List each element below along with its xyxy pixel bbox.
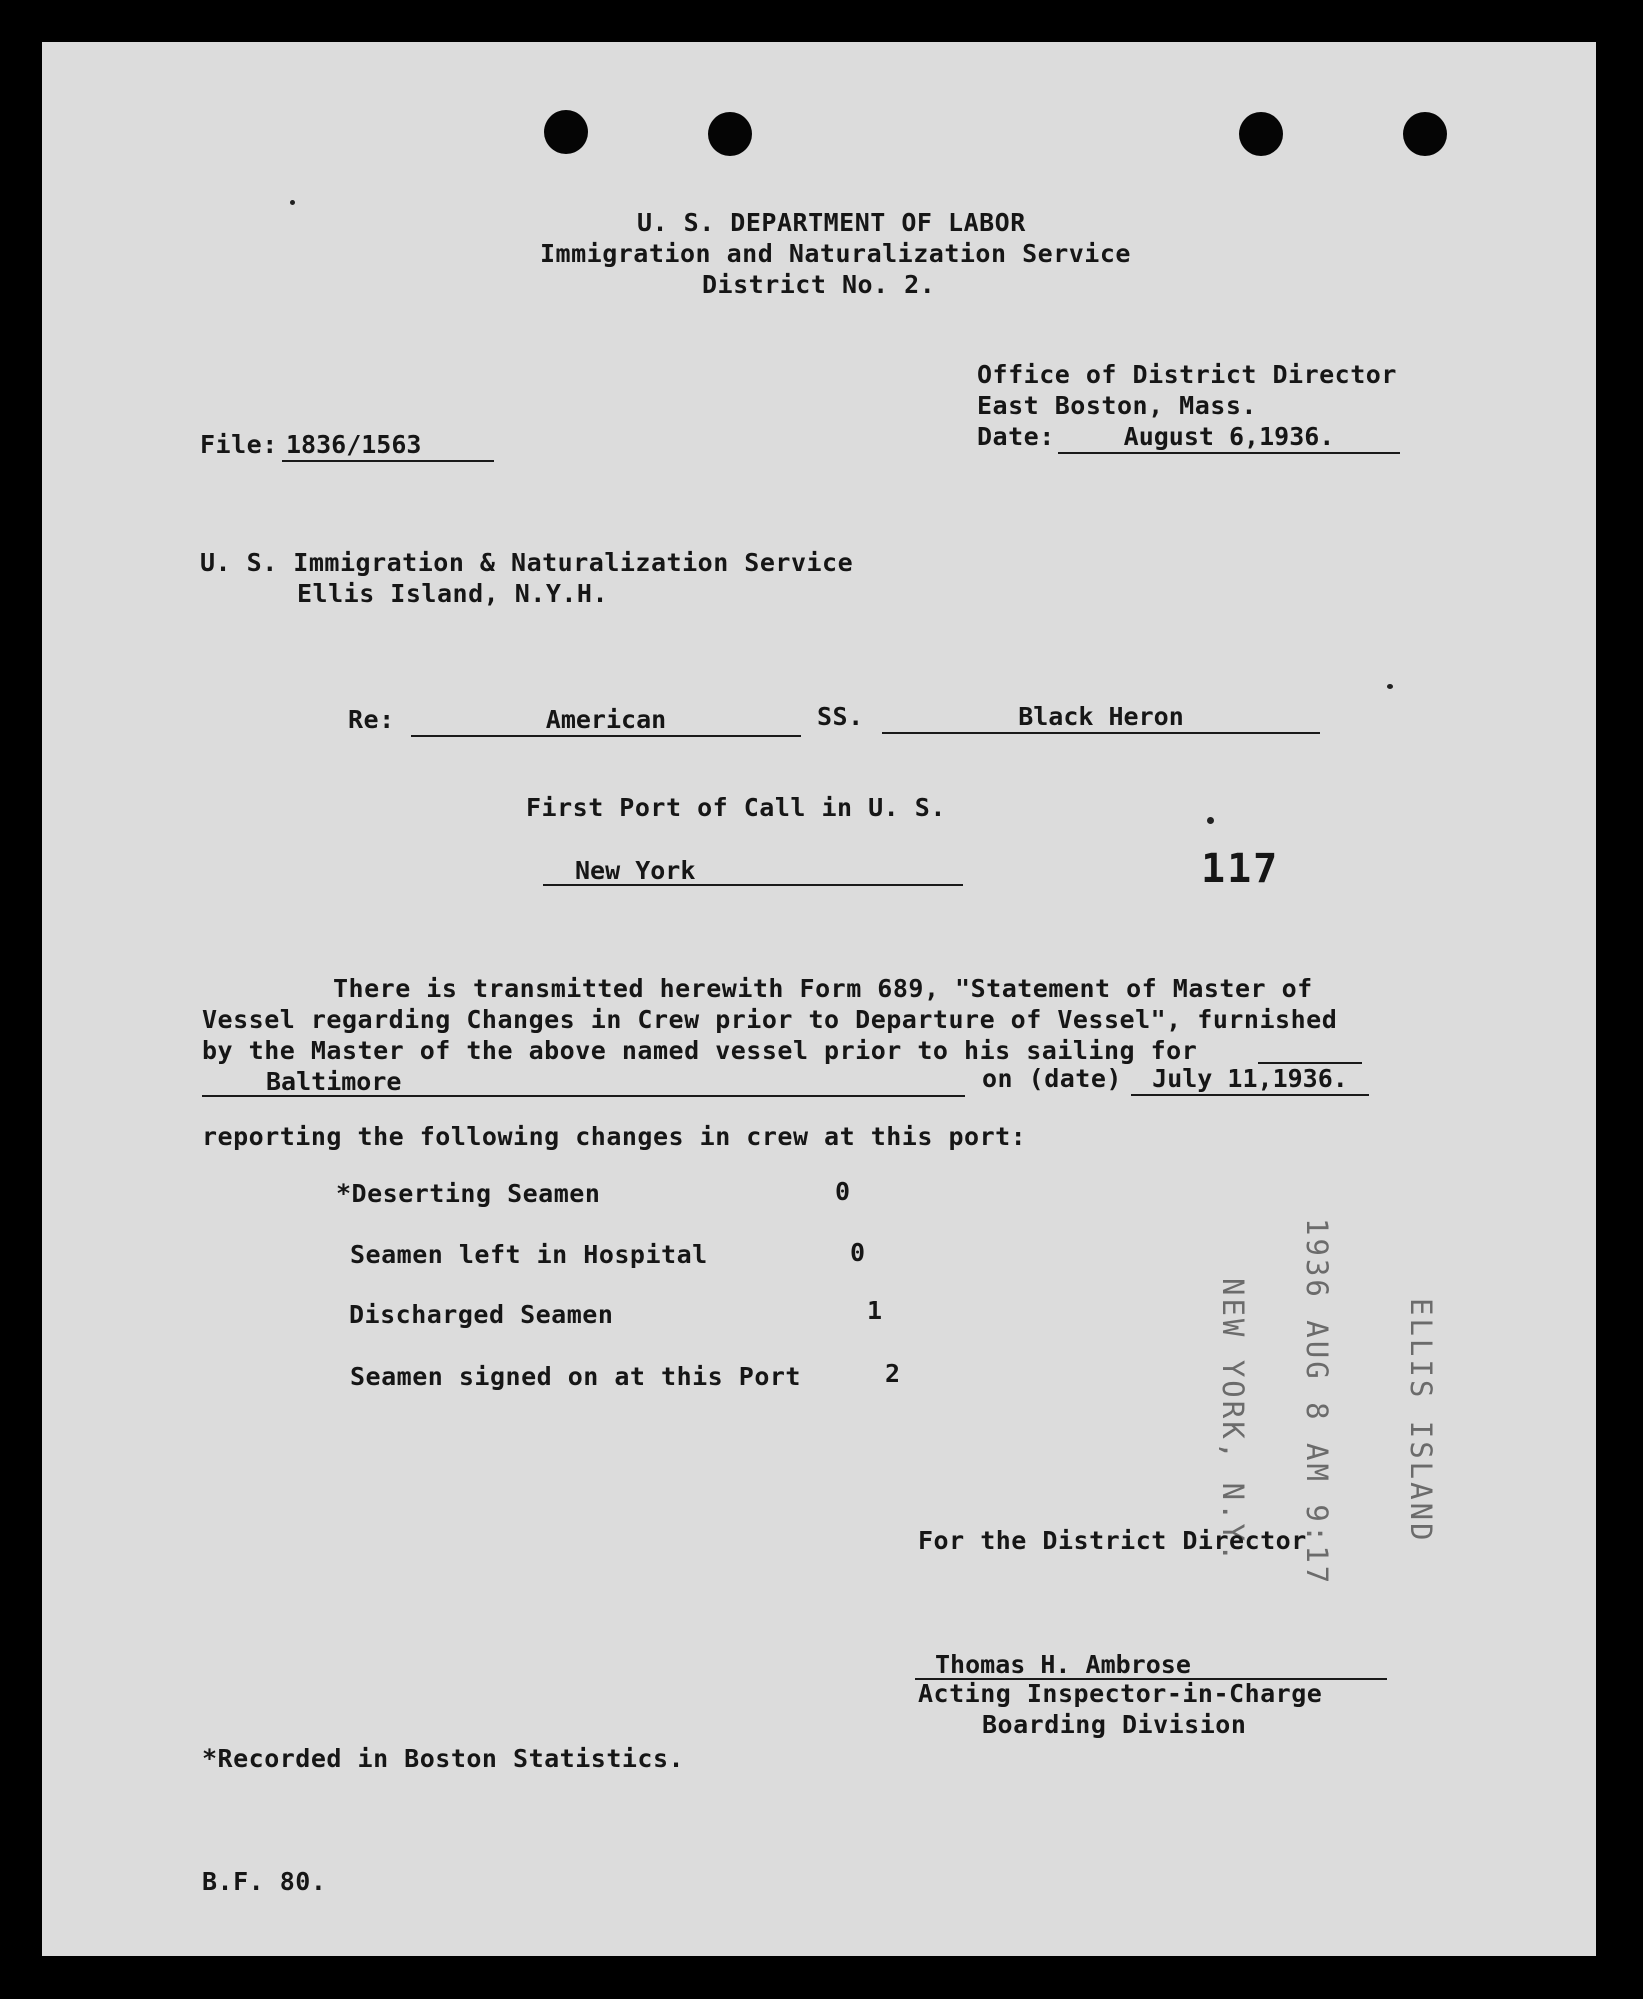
first-port-label: First Port of Call in U. S. — [526, 793, 946, 822]
punch-hole — [1403, 112, 1447, 156]
addressee-line-1: U. S. Immigration & Naturalization Service — [200, 548, 854, 577]
handwritten-number: 117 — [1201, 846, 1280, 892]
change-label: Seamen signed on at this Port — [350, 1362, 801, 1391]
body-line-3: by the Master of the above named vessel prior to his sailing for — [202, 1036, 1198, 1065]
change-value: 0 — [850, 1238, 866, 1267]
department-heading: U. S. DEPARTMENT OF LABOR — [637, 208, 1026, 237]
body-line-1: There is transmitted herewith Form 689, "Statement of Master of — [333, 974, 1313, 1003]
office-line-2: East Boston, Mass. — [977, 391, 1257, 420]
form-id: B.F. 80. — [202, 1867, 327, 1896]
vessel-name-field: Black Heron — [882, 702, 1320, 734]
re-label: Re: — [348, 705, 395, 734]
change-value: 0 — [835, 1177, 851, 1206]
signatory-division: Boarding Division — [982, 1710, 1247, 1739]
file-number: 1836/1563 — [282, 430, 494, 462]
service-heading: Immigration and Naturalization Service — [540, 239, 1131, 268]
document-page — [42, 42, 1596, 1956]
body-line-5: reporting the following changes in crew at this port: — [202, 1122, 1027, 1151]
ss-label: SS. — [817, 702, 864, 731]
change-value: 1 — [867, 1296, 883, 1325]
punch-hole — [1239, 112, 1283, 156]
sailing-date-label: on (date) — [982, 1064, 1122, 1093]
signatory-name: Thomas H. Ambrose — [915, 1650, 1387, 1680]
file-label: File: — [200, 430, 278, 459]
change-label: *Deserting Seamen — [336, 1179, 601, 1208]
receipt-stamp-city: NEW YORK, N.Y. — [1216, 1278, 1250, 1565]
nationality-field: American — [411, 705, 801, 737]
trailing-blank — [1258, 1034, 1362, 1064]
first-port-value: New York — [543, 856, 963, 886]
district-heading: District No. 2. — [702, 270, 936, 299]
punch-hole — [708, 112, 752, 156]
office-line-1: Office of District Director — [977, 360, 1397, 389]
destination-field: Baltimore — [202, 1067, 965, 1097]
footnote: *Recorded in Boston Statistics. — [202, 1744, 685, 1773]
date-label: Date: — [977, 422, 1055, 451]
speck — [1387, 684, 1393, 689]
sailing-date-value: July 11,1936. — [1131, 1064, 1369, 1096]
change-label: Discharged Seamen — [349, 1300, 614, 1329]
signatory-title: Acting Inspector-in-Charge — [918, 1679, 1323, 1708]
speck — [290, 200, 295, 205]
body-line-2: Vessel regarding Changes in Crew prior to Departure of Vessel", furnished — [202, 1005, 1338, 1034]
for-district-director: For the District Director — [918, 1526, 1307, 1555]
receipt-stamp-place: ELLIS ISLAND — [1404, 1298, 1438, 1544]
punch-hole — [544, 110, 588, 154]
change-label: Seamen left in Hospital — [350, 1240, 708, 1269]
change-value: 2 — [885, 1359, 901, 1388]
speck — [1207, 817, 1214, 824]
receipt-stamp-date: 1936 AUG 8 AM 9:17 — [1300, 1218, 1334, 1587]
addressee-line-2: Ellis Island, N.Y.H. — [297, 579, 609, 608]
date-value: August 6,1936. — [1058, 422, 1400, 454]
